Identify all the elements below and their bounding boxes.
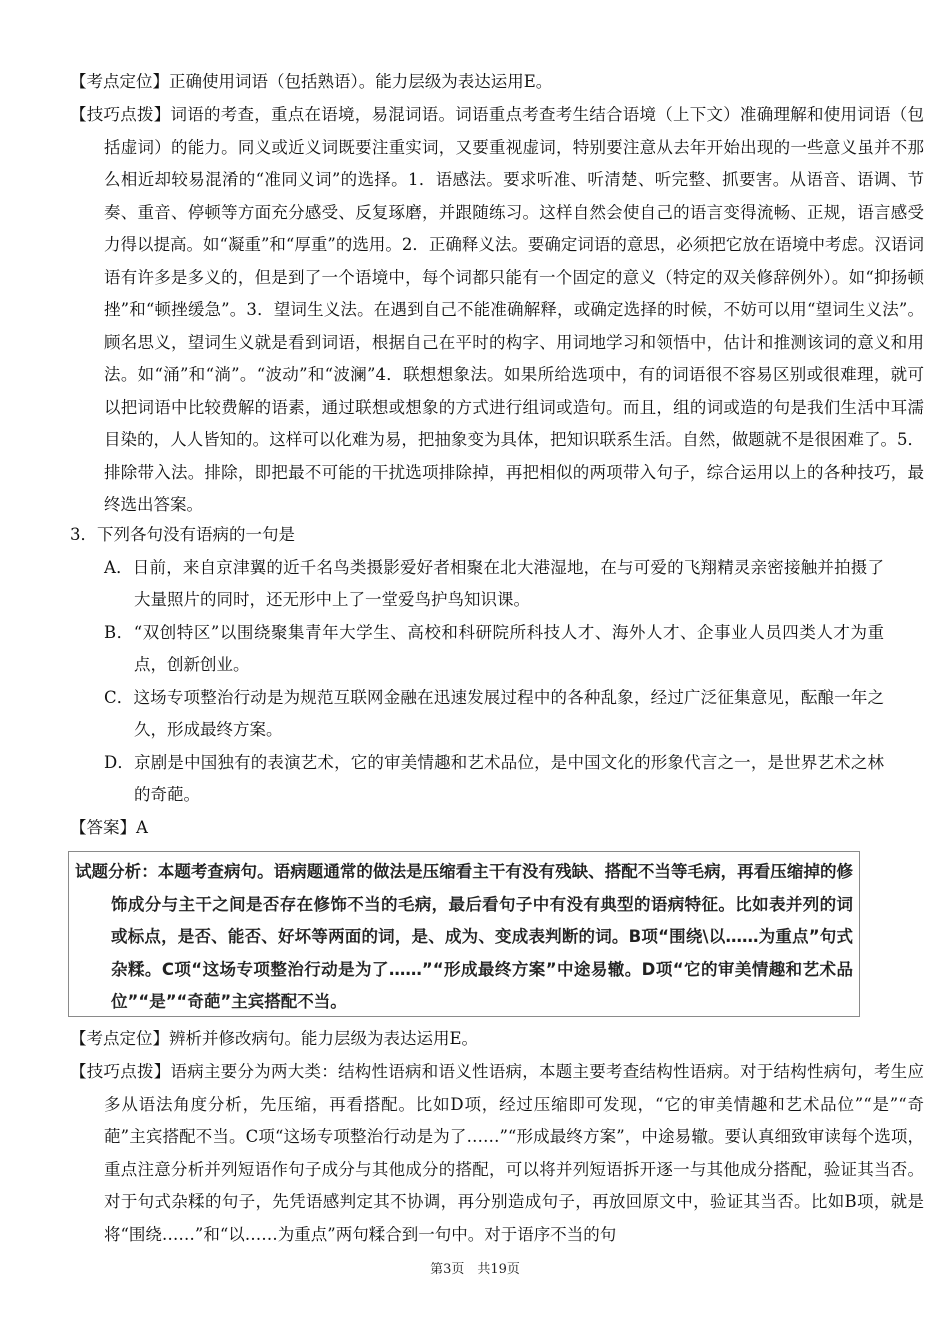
option-c: C．这场专项整治行动是为规范互联网金融在迅速发展过程中的各种乱象，经过广泛征集意见，酝酿一年之久，形成最终方案。: [104, 688, 884, 739]
question-stem: 3．下列各句没有语病的一句是: [70, 525, 295, 544]
option-d: D．京剧是中国独有的表演艺术，它的审美情趣和艺术品位，是中国文化的形象代言之一，是世界艺术之林的奇葩。: [104, 753, 884, 804]
jiqiao-paragraph-2: 【技巧点拨】语病主要分为两大类：结构性语病和语义性语病，本题主要考查结构性语病。对于结构性病句，考生应多从语法角度分析，先压缩，再看搭配。比如D项，经过压缩即可发现，“它的审美情趣和艺术品位”“是”“奇葩”主宾搭配不当。C项“这场专项整治行动是为了……”“形成最终方案”，中途易辙。要认真细致审读每个选项，重点注意分析并列短语作句子成分与其他成分的搭配，可以将并列短语拆开逐一与其他成分搭配，验证其当否。对于句式杂糅的句子，先凭语感判定其不协调，再分别造成句子，再放回原文中，验证其当否。比如B项，就是将“围绕……”和“以……为重点”两句糅合到一句中。对于语序不当的句: [70, 1062, 924, 1244]
page-footer: 第3页 共19页: [430, 1262, 520, 1277]
analysis-box: [68, 851, 860, 1017]
option-b: B．“双创特区”以围绕聚集青年大学生、高校和科研院所科技人才、海外人才、企事业人员四类人才为重点，创新创业。: [104, 623, 884, 674]
option-a: A．日前，来自京津翼的近千名鸟类摄影爱好者相聚在北大港湿地，在与可爱的飞翔精灵亲密接触并拍摄了大量照片的同时，还无形中上了一堂爱鸟护鸟知识课。: [104, 558, 884, 609]
answer-line: 【答案】A: [70, 818, 148, 837]
kaodian-paragraph-2: 【考点定位】辨析并修改病句。能力层级为表达运用E。: [70, 1029, 479, 1048]
analysis-text: 试题分析：本题考查病句。语病题通常的做法是压缩看主干有没有残缺、搭配不当等毛病，再看压缩掉的修饰成分与主干之间是否存在修饰不当的毛病，最后看句子中有没有典型的语病特征。比如表并列的词或标点，是否、能否、好坏等两面的词，是、成为、变成表判断的词。B项“围绕\以……为重点”句式杂糅。C项“这场专项整治行动是为了……”“形成最终方案”中途易辙。D项“它的审美情趣和艺术品位”“是”“奇葩”主宾搭配不当。: [75, 862, 853, 1011]
jiqiao-paragraph-1: 【技巧点拨】词语的考查，重点在语境，易混词语。词语重点考查考生结合语境（上下文）准确理解和使用词语（包括虚词）的能力。同义或近义词既要注重实词，又要重视虚词，特别要注意从去年开始出现的一些意义虽并不那么相近却较易混淆的“准同义词”的选择。1．语感法。要求听准、听清楚、听完整、抓要害。从语音、语调、节奏、重音、停顿等方面充分感受、反复琢磨，并跟随练习。这样自然会使自己的语言变得流畅、正规，语言感受力得以提高。如“凝重”和“厚重”的选用。2．正确释义法。要确定词语的意思，必须把它放在语境中考虑。汉语词语有许多是多义的，但是到了一个语境中，每个词都只能有一个固定的意义（特定的双关修辞例外）。如“抑扬顿挫”和“顿挫缓急”。3．望词生义法。在遇到自己不能准确解释，或确定选择的时候，不妨可以用“望词生义法”。顾名思义，望词生义就是看到词语，根据自己在平时的构字、用词地学习和领悟中，估计和推测该词的意义和用法。如“涌”和“淌”。“波动”和“波澜”4．联想想象法。如果所给选项中，有的词语很不容易区别或很难理，就可以把词语中比较费解的语素，通过联想或想象的方式进行组词或造句。而且，组的词或造的句是我们生活中耳濡目染的，人人皆知的。这样可以化难为易，把抽象变为具体，把知识联系生活。自然，做题就不是很困难了。5．排除带入法。排除，即把最不可能的干扰选项排除掉，再把相似的两项带入句子，综合运用以上的各种技巧，最终选出答案。: [70, 105, 924, 514]
kaodian-paragraph-1: 【考点定位】正确使用词语（包括熟语）。能力层级为表达运用E。: [70, 72, 553, 91]
